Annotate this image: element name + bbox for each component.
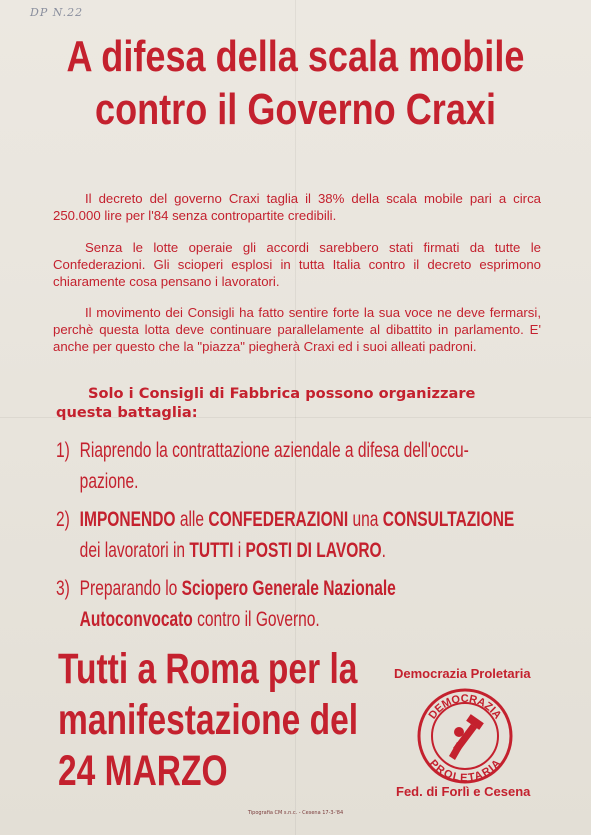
lead-statement (56, 384, 546, 422)
paragraph-councils: Il movimento dei Consigli ha fatto sentire forte la sua voce ne deve fermarsi, perchè questa lotta deve continuare parallelamente al dibattito in parlamento. E' anche per questo che la "piazza" piegherà Craxi ed i suoi alleati padroni. (53, 305, 541, 354)
poster-title (53, 30, 538, 136)
organization-header: Democrazia Proletaria (394, 666, 531, 681)
point-2-tutti: TUTTI (189, 539, 234, 562)
point-2-text: i (233, 539, 246, 562)
point-2-number: 2) (56, 508, 70, 531)
hammer-figure-icon (449, 714, 484, 760)
point-2-text: . (381, 539, 386, 562)
point-2-posti-di-lavoro: POSTI DI LAVORO (245, 539, 382, 562)
point-3-text: contro il Governo. (192, 608, 320, 631)
cta-line-3: 24 MARZO (58, 747, 228, 795)
lead-line-1: Solo i Consigli di Fabbrica possono organizzare (88, 385, 476, 402)
point-2-text: una (348, 508, 383, 531)
point-1-line-2: pazione. (79, 470, 139, 493)
point-3-text: Preparando lo (79, 577, 182, 600)
lead-line-2: questa battaglia: (56, 404, 198, 421)
paragraph-struggles: Senza le lotte operaie gli accordi sarebbero stati firmati da tutte le Confederazioni. Gli scioperi esplosi in tutta Italia contro il decreto esprimono chiaramente cosa pensano i lavoratori. (53, 240, 541, 289)
point-3-sciopero: Sciopero Generale Nazionale (181, 577, 396, 600)
cta-line-2: manifestazione del (58, 696, 359, 744)
point-2-text: dei lavoratori in (79, 539, 190, 562)
point-3 (56, 573, 452, 635)
printer-credit: Tipografia CM s.n.c. - Cesena 17-3-'84 (247, 810, 344, 816)
point-1-number: 1) (56, 439, 70, 462)
point-2-imponendo: IMPONENDO (79, 508, 176, 531)
point-1-line-1: Riaprendo la contrattazione aziendale a difesa dell'occu- (79, 439, 469, 462)
point-2-confederazioni: CONFEDERAZIONI (208, 508, 349, 531)
point-3-number: 3) (56, 577, 70, 600)
paragraph-decree: Il decreto del governo Craxi taglia il 38% della scala mobile pari a circa 250.000 lire per l'84 senza contropartite credibili. (53, 191, 541, 223)
point-3-autoconvocato: Autoconvocato (79, 608, 193, 631)
point-2-consultazione: CONSULTAZIONE (382, 508, 515, 531)
call-to-action (58, 644, 386, 797)
title-line-2: contro il Governo Craxi (95, 85, 496, 134)
democrazia-proletaria-logo-icon (415, 686, 515, 786)
organization-footer: Fed. di Forlì e Cesena (396, 784, 531, 799)
logo-text-top: DEMOCRAZIA (426, 692, 504, 722)
logo-text-bottom: PROLETARIA (426, 757, 504, 785)
svg-text:PROLETARIA (427, 758, 503, 785)
point-2 (56, 504, 515, 566)
title-line-1: A difesa della scala mobile (66, 32, 525, 81)
cta-line-1: Tutti a Roma per la (58, 645, 358, 693)
point-2-text: alle (175, 508, 209, 531)
pencil-note: DP N.22 (30, 6, 84, 19)
point-1 (56, 435, 469, 497)
